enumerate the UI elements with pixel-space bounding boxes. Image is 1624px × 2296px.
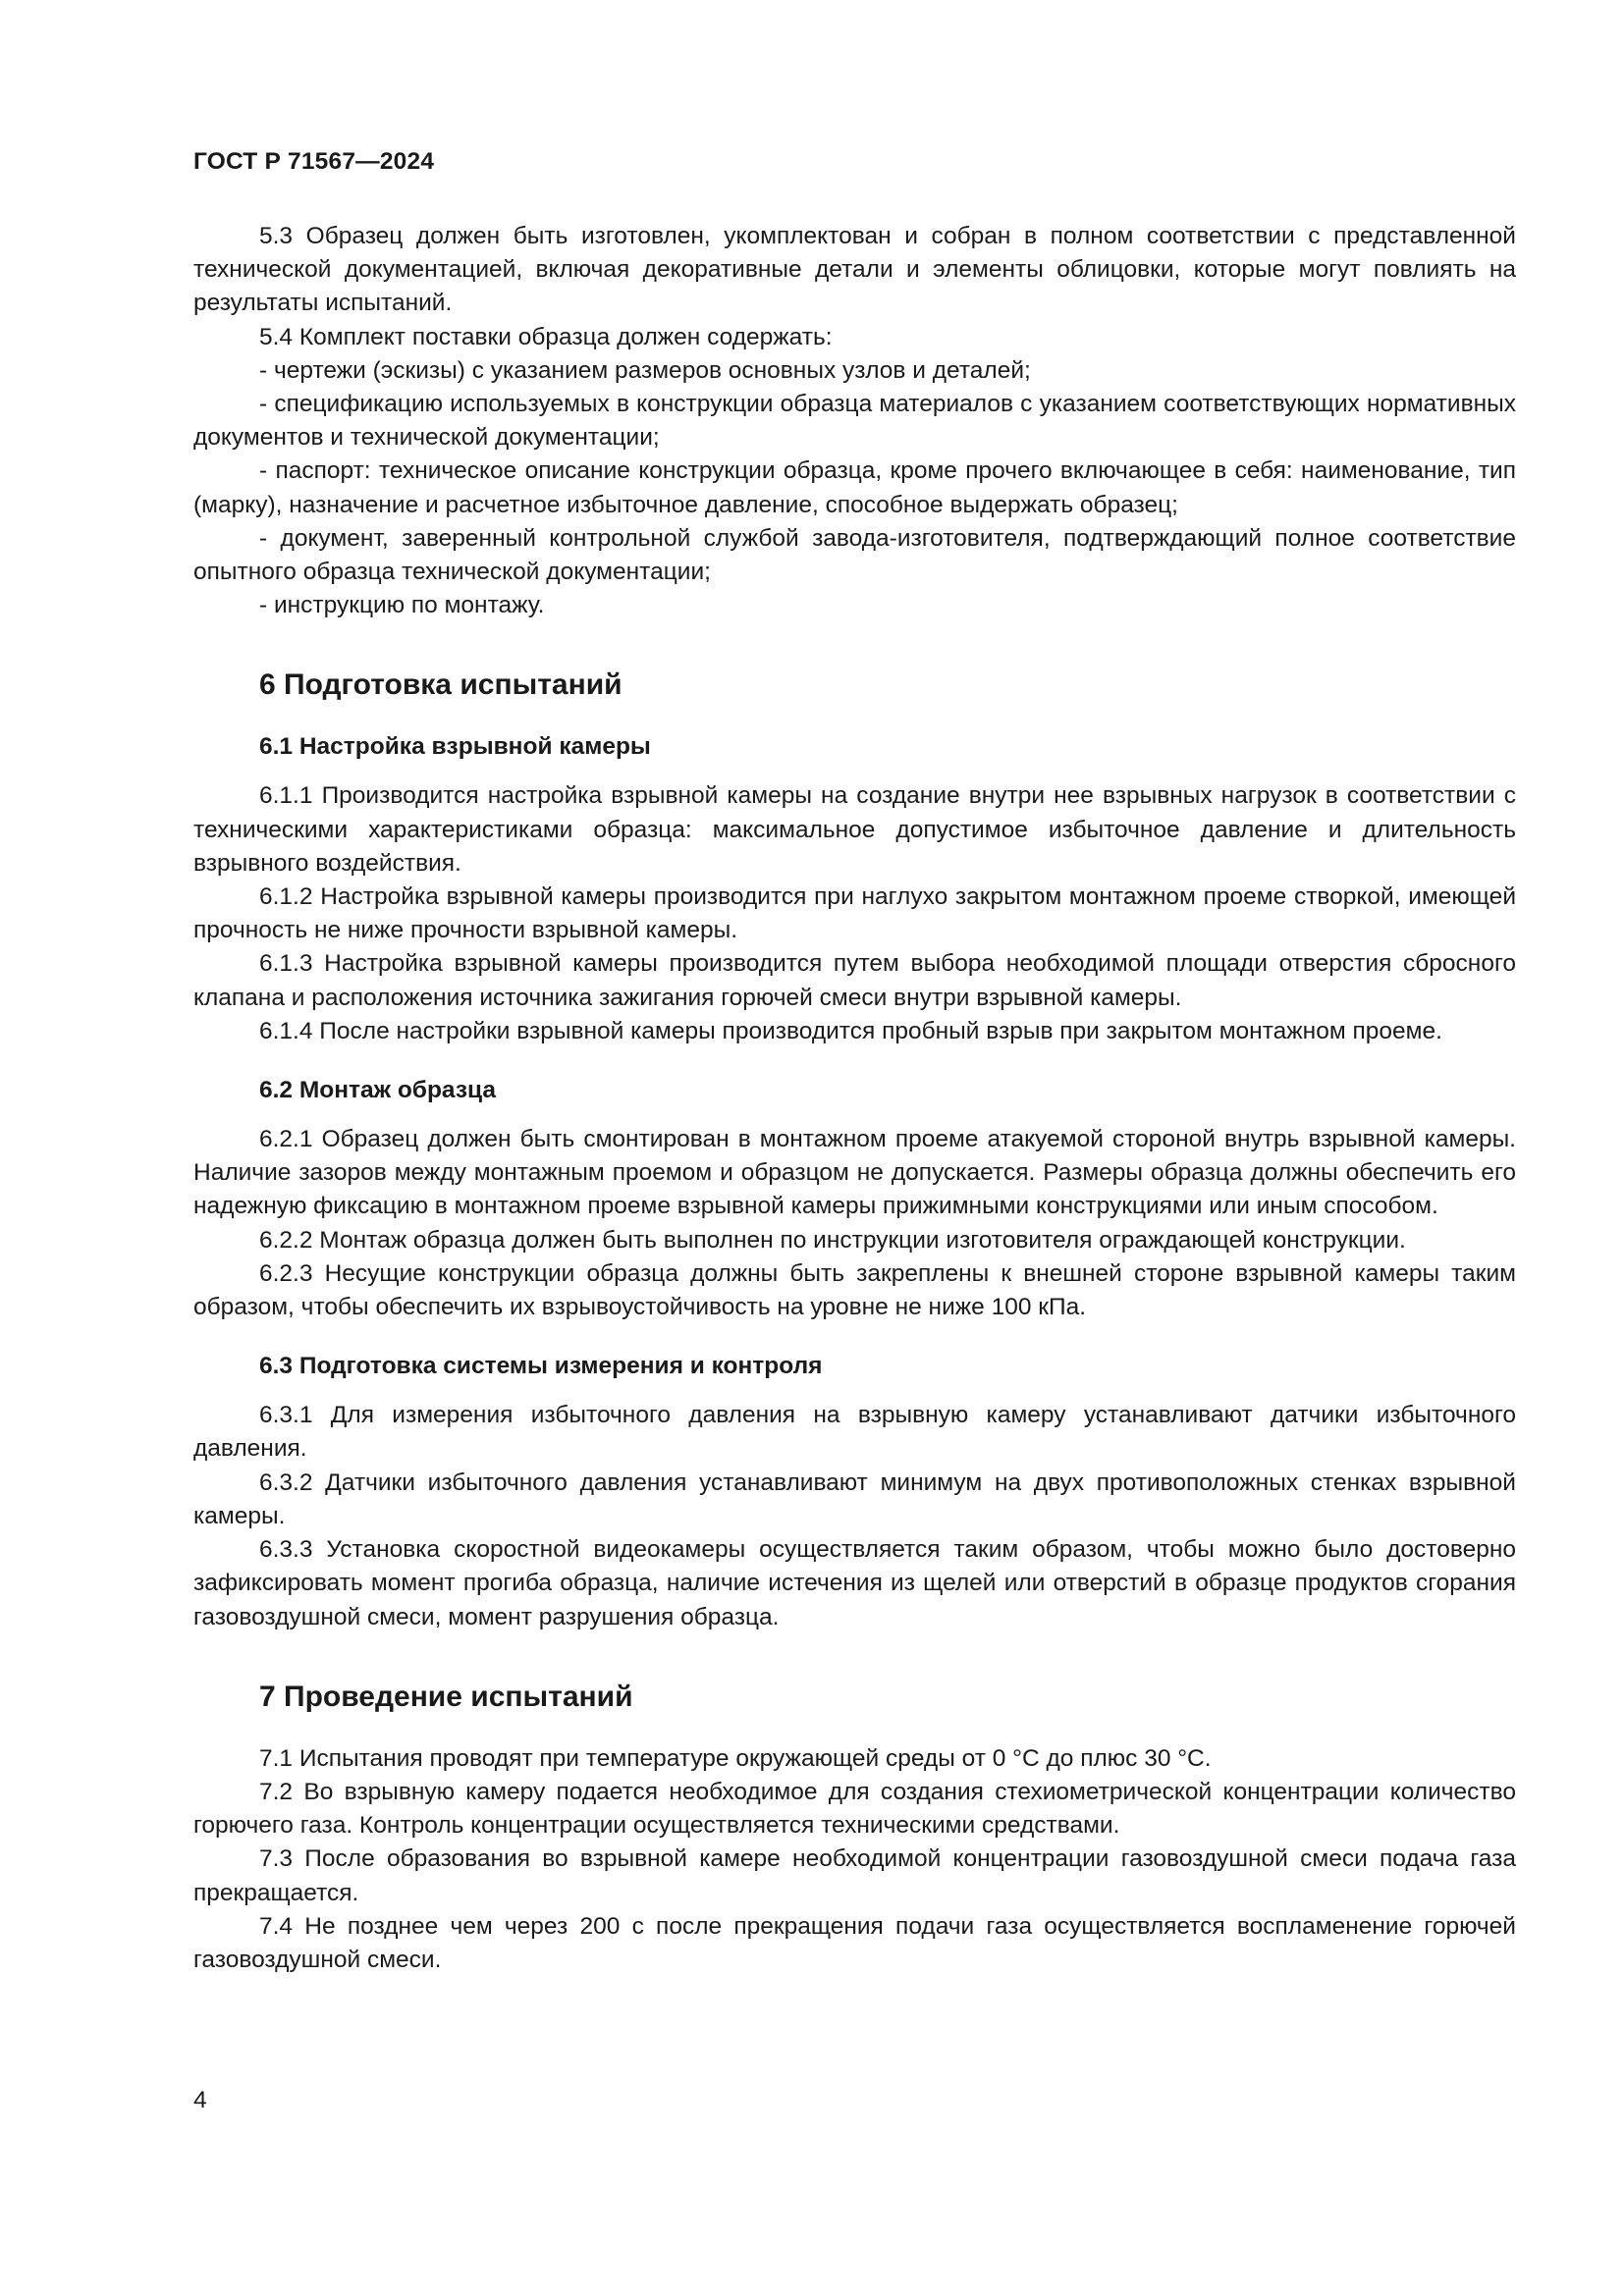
paragraph-7-4: 7.4 Не позднее чем через 200 с после прекращения подачи газа осуществляется воспламенение горючей газовоздушной смеси.: [193, 1912, 1516, 1973]
section-6-title: 6 Подготовка испытаний: [259, 668, 623, 702]
paragraph-5-4: 5.4 Комплект поставки образца должен содержать:: [259, 323, 833, 350]
section-7-title: 7 Проведение испытаний: [259, 1680, 633, 1713]
list-item: - чертежи (эскизы) с указанием размеров основных узлов и деталей;: [259, 356, 1031, 384]
subsection-6-3-title: 6.3 Подготовка системы измерения и контроля: [259, 1353, 823, 1380]
page-content: [193, 220, 1516, 1977]
paragraph-6-2-1: 6.2.1 Образец должен быть смонтирован в монтажном проеме атакуемой стороной внутрь взрывной камеры. Наличие зазоров между монтажным проемом и образцом не допускается. Размеры образца должны обеспечить его надежную фиксацию в монтажном проеме взрывной камеры прижимными конструкциями или иным способом.: [193, 1126, 1516, 1220]
standard-header: ГОСТ Р 71567—2024: [193, 148, 435, 175]
subsection-6-2-title: 6.2 Монтаж образца: [259, 1077, 496, 1104]
paragraph-6-1-3: 6.1.3 Настройка взрывной камеры производится путем выбора необходимой площади отверстия сбросного клапана и расположения источника зажигания горючей смеси внутри взрывной камеры.: [193, 950, 1516, 1011]
paragraph-6-2-2: 6.2.2 Монтаж образца должен быть выполнен по инструкции изготовителя ограждающей конструкции.: [259, 1226, 1406, 1254]
list-item: - спецификацию используемых в конструкции образца материалов с указанием соответствующих нормативных документов и технической документации;: [193, 391, 1516, 452]
page-number: 4: [193, 2087, 207, 2113]
paragraph-6-3-2: 6.3.2 Датчики избыточного давления устанавливают минимум на двух противоположных стенках взрывной камеры.: [193, 1468, 1516, 1529]
paragraph-6-1-2: 6.1.2 Настройка взрывной камеры производится при наглухо закрытом монтажном проеме створкой, имеющей прочность не ниже прочности взрывной камеры.: [193, 883, 1516, 944]
subsection-6-1-title: 6.1 Настройка взрывной камеры: [259, 733, 651, 761]
paragraph-5-3: 5.3 Образец должен быть изготовлен, укомплектован и собран в полном соответствии с представленной технической документацией, включая декоративные детали и элементы облицовки, которые могут повлиять на результаты испытаний.: [193, 223, 1516, 317]
paragraph-6-1-1: 6.1.1 Производится настройка взрывной камеры на создание внутри нее взрывных нагрузок в соответствии с техническими характеристиками образца: максимальное допустимое избыточное давление и длительность взрывного воздействия.: [193, 782, 1516, 877]
paragraph-7-2: 7.2 Во взрывную камеру подается необходимое для создания стехиометрической концентрации количество горючего газа. Контроль концентрации осуществляется техническими средствами.: [193, 1778, 1516, 1840]
paragraph-6-3-1: 6.3.1 Для измерения избыточного давления на взрывную камеру устанавливают датчики избыточного давления.: [193, 1402, 1516, 1463]
list-item: - документ, заверенный контрольной службой завода-изготовителя, подтверждающий полное соответствие опытного образца технической документации;: [193, 524, 1516, 586]
list-item: - паспорт: техническое описание конструкции образца, кроме прочего включающее в себя: наименование, тип (марку), назначение и расчетное избыточное давление, способное выдержать образец;: [193, 457, 1516, 518]
paragraph-6-2-3: 6.2.3 Несущие конструкции образца должны быть закреплены к внешней стороне взрывной камеры таким образом, чтобы обеспечить их взрывоустойчивость на уровне не ниже 100 кПа.: [193, 1259, 1516, 1321]
paragraph-6-3-3: 6.3.3 Установка скоростной видеокамеры осуществляется таким образом, чтобы можно было достоверно зафиксировать момент прогиба образца, наличие истечения из щелей или отверстий в образце продуктов сгорания газовоздушной смеси, момент разрушения образца.: [193, 1536, 1516, 1630]
paragraph-7-1: 7.1 Испытания проводят при температуре окружающей среды от 0 °С до плюс 30 °С.: [259, 1744, 1212, 1772]
list-item: - инструкцию по монтажу.: [259, 592, 545, 619]
paragraph-7-3: 7.3 После образования во взрывной камере необходимой концентрации газовоздушной смеси подача газа прекращается.: [193, 1845, 1516, 1906]
paragraph-6-1-4: 6.1.4 После настройки взрывной камеры производится пробный взрыв при закрытом монтажном проеме.: [259, 1017, 1442, 1044]
